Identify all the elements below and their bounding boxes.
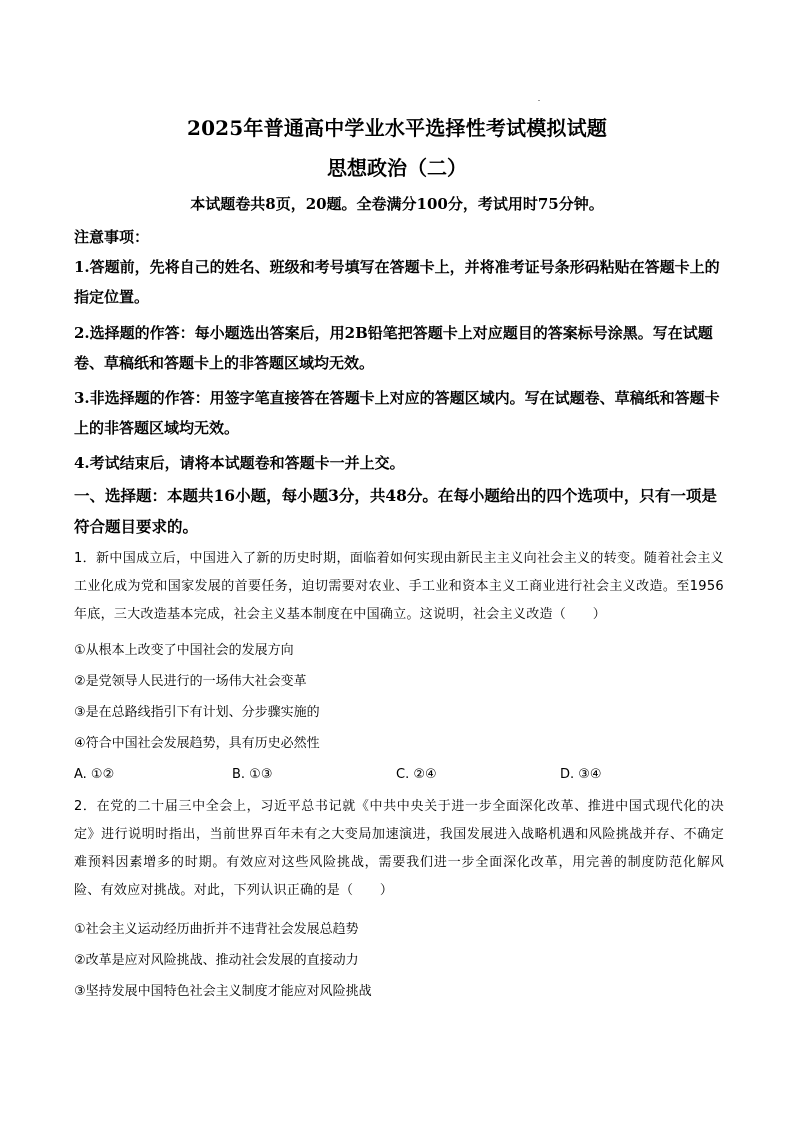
question-1-option: ①从根本上改变了中国社会的发展方向 (74, 643, 294, 658)
question-2-option: ②改革是应对风险挑战、推动社会发展的直接动力 (74, 953, 359, 968)
exam-title: 2025年普通高中学业水平选择性考试模拟试题 (186, 116, 608, 140)
choice-c: C. ②④ (396, 767, 437, 782)
exam-subtitle: 思想政治（二） (327, 156, 467, 180)
notice-item-2: 2.选择题的作答：每小题选出答案后，用2B铅笔把答题卡上对应题目的答案标号涂黑。写在试题卷、草稿纸和答题卡上的非答题区域均无效。 (74, 324, 713, 372)
scan-dot (538, 100, 540, 101)
question-2-option: ①社会主义运动经历曲折并不违背社会发展总趋势 (74, 922, 359, 937)
question-2-stem: 2．在党的二十届三中全会上，习近平总书记就《中共中央关于进一步全面深化改革、推进中国式现代化的决定》进行说明时指出，当前世界百年未有之大变局加速演进，我国发展进入战略机遇和风险挑战并存、不确定难预料因素增多的时期。有效应对这些风险挑战，需要我们进一步全面深化改革，用完善的制度防范化解风险、有效应对挑战。对此，下列认识正确的是（ ） (74, 799, 724, 898)
choice-a: A. ①② (74, 767, 115, 782)
notice-item-1: 1.答题前，先将自己的姓名、班级和考号填写在答题卡上，并将准考证号条形码粘贴在答题卡上的指定位置。 (74, 258, 720, 306)
question-2-option: ③坚持发展中国特色社会主义制度才能应对风险挑战 (74, 984, 372, 999)
question-1-option: ④符合中国社会发展趋势，具有历史必然性 (74, 736, 320, 751)
question-1-choices (74, 765, 724, 785)
exam-info: 本试题卷共8页，20题。全卷满分100分，考试用时75分钟。 (190, 195, 604, 213)
question-1-option: ②是党领导人民进行的一场伟大社会变革 (74, 674, 307, 689)
section-heading: 一、选择题：本题共16小题，每小题3分，共48分。在每小题给出的四个选项中，只有一项是符合题目要求的。 (74, 486, 717, 536)
choice-b: B. ①③ (232, 767, 273, 782)
choice-d: D. ③④ (560, 767, 602, 782)
notice-title: 注意事项： (74, 228, 150, 246)
question-1-stem: 1．新中国成立后，中国进入了新的历史时期，面临着如何实现由新民主主义向社会主义的转变。随着社会主义工业化成为党和国家发展的首要任务，迫切需要对农业、手工业和资本主义工商业进行社会主义改造。至1956年底，三大改造基本完成，社会主义基本制度在中国确立。这说明，社会主义改造（ ） (74, 551, 724, 622)
question-1-option: ③是在总路线指引下有计划、分步骤实施的 (74, 705, 320, 720)
notice-item-4: 4.考试结束后，请将本试题卷和答题卡一并上交。 (74, 454, 405, 472)
notice-item-3: 3.非选择题的作答：用签字笔直接答在答题卡上对应的答题区域内。写在试题卷、草稿纸和答题卡上的非答题区域均无效。 (74, 389, 720, 437)
